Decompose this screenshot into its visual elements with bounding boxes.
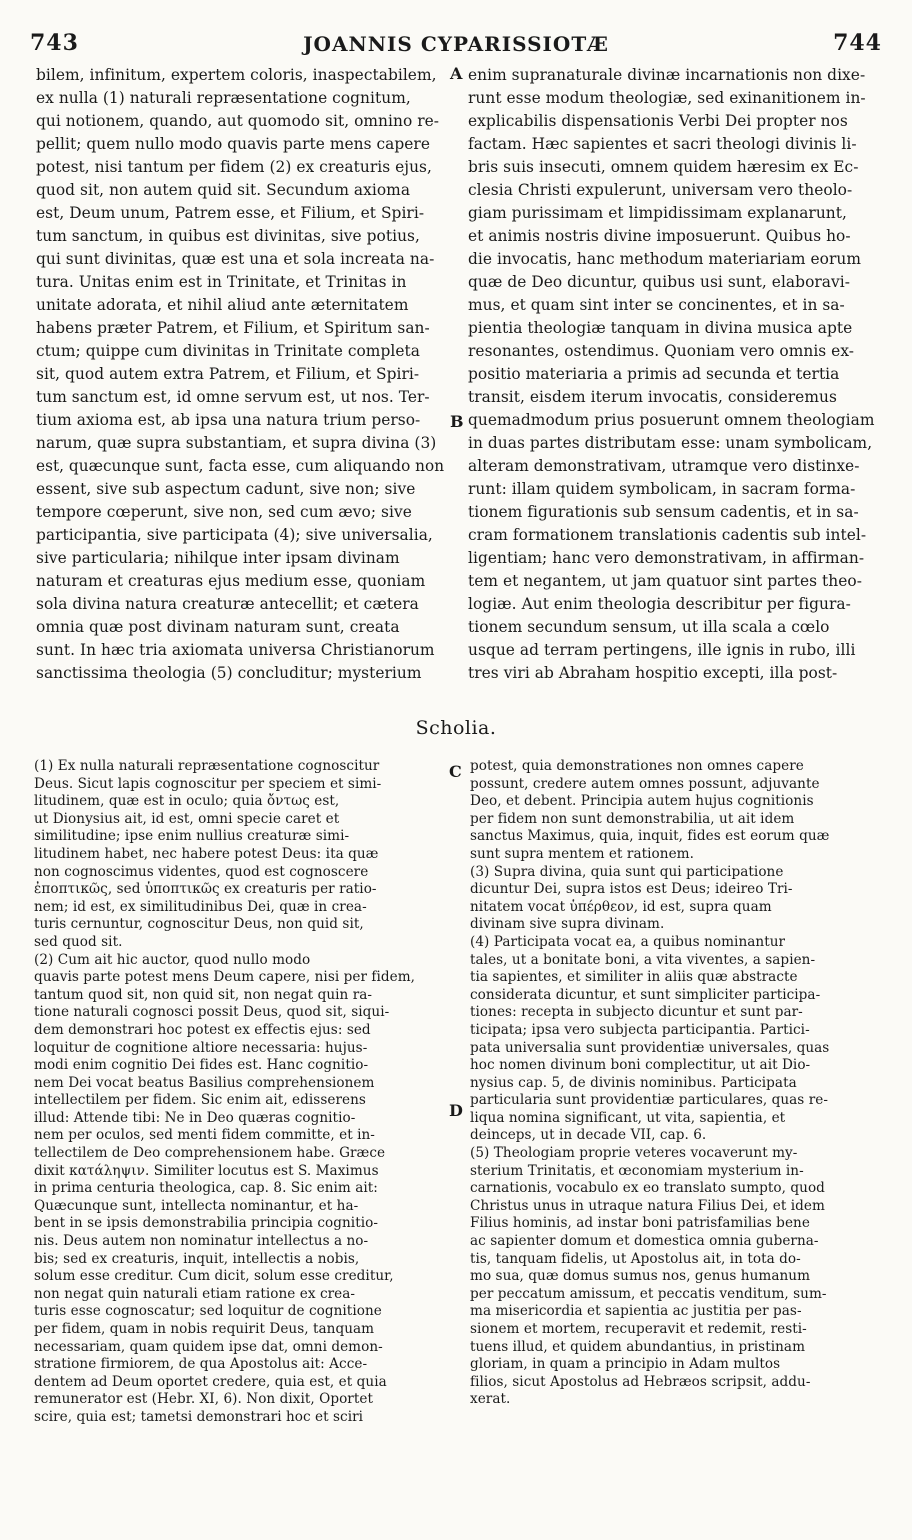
text-line: tales, ut a bonitate boni, a vita viventes, a sapien- (470, 951, 816, 968)
text-line: per fidem, quam in nobis requirit Deus, tanquam (34, 1321, 375, 1337)
text-line: sunt. In hæc tria axiomata universa Christianorum (36, 641, 435, 659)
text-line: essent, sive sub aspectum cadunt, sive non; sive (36, 480, 416, 498)
text-line: bris suis insecuti, omnem quidem hæresim ex Ec- (468, 158, 859, 176)
scholia-heading: Scholia. (415, 717, 497, 739)
margin-letter-a: A (450, 64, 463, 83)
text-line: tum sanctum est, id omne servum est, ut nos. Ter- (36, 388, 430, 406)
text-line: non cognoscimus videntes, quod est cognoscere (34, 863, 369, 880)
text-line: Filius hominis, ad instar boni patrisfamilias bene (470, 1215, 810, 1232)
text-line: tura. Unitas enim est in Trinitate, et Trinitas in (36, 273, 407, 291)
margin-letter-d: D (449, 1101, 463, 1120)
text-line: participantia, sive participata (4); sive universalia, (36, 526, 433, 544)
text-line: unitate adorata, et nihil aliud ante æternitatem (36, 296, 409, 314)
text-line: ticipata; ipsa vero subjecta participantia. Partici- (470, 1021, 810, 1038)
text-line: clesia Christi expulerunt, universam vero theolo- (468, 181, 853, 199)
text-line: stratione firmiorem, de qua Apostolus ait: Acce- (34, 1356, 368, 1373)
text-line: pata universalia sunt providentiæ universales, quas (470, 1039, 830, 1056)
text-line: tres viri ab Abraham hospitio excepti, illa post- (468, 664, 838, 682)
text-line: tionem figurationis sub sensum cadentis, et in sa- (468, 503, 859, 521)
text-line: litudinem, quæ est in oculo; quia ὄντως est, (34, 793, 340, 810)
text-line: cram formationem translationis cadentis sub intel- (468, 526, 867, 544)
text-line: factam. Hæc sapientes et sacri theologi divinis li- (468, 135, 857, 153)
text-line: dixit κατάληψιν. Similiter locutus est S. Maximus (34, 1162, 379, 1179)
text-line: tem et negantem, ut jam quatuor sint partes theo- (468, 572, 862, 590)
text-line: tempore cœperunt, sive non, sed cum ævo; sive (36, 503, 412, 521)
text-line: enim supranaturale divinæ incarnationis non dixe- (468, 66, 866, 84)
text-line: tia sapientes, et similiter in aliis quæ abstracte (470, 969, 798, 986)
text-line: tellectilem de Deo comprehensionem habe. Græce (34, 1145, 386, 1162)
text-line: tionem secundum sensum, ut illa scala a cœlo (468, 618, 830, 636)
text-line: habens præter Patrem, et Filium, et Spiritum san- (36, 319, 430, 337)
text-line: nem; id est, ex similitudinibus Dei, quæ in crea- (34, 898, 367, 915)
text-line: quavis parte potest mens Deum capere, nisi per fidem, (34, 969, 416, 986)
running-title: JOANNIS CYPARISSIOTÆ (303, 32, 609, 56)
text-line: (2) Cum ait hic auctor, quod nullo modo (34, 951, 311, 968)
text-line: modi enim cognitio Dei fides est. Hanc cognitio- (34, 1057, 369, 1074)
text-line: quod sit, non autem quid sit. Secundum axioma (36, 181, 411, 199)
text-line: dicuntur Dei, supra istos est Deus; ideireo Tri- (470, 881, 793, 898)
text-line: logiæ. Aut enim theologia describitur per figura- (468, 595, 851, 613)
text-line: (1) Ex nulla naturali repræsentatione cognoscitur (34, 758, 380, 774)
scholia-right-column (470, 758, 874, 1409)
text-line: carnationis, vocabulo ex eo translato sumpto, quod (470, 1180, 825, 1197)
text-line: resonantes, ostendimus. Quoniam vero omnis ex- (468, 342, 855, 360)
margin-letter-c: C (449, 762, 462, 781)
text-line: runt esse modum theologiæ, sed exinanitionem in- (468, 89, 866, 107)
text-line: necessariam, quam quidem ipse dat, omni demon- (34, 1338, 383, 1355)
text-line: giam purissimam et limpidissimam explanarunt, (468, 204, 847, 222)
text-line: possunt, credere autem omnes possunt, adjuvante (470, 775, 820, 792)
text-line: narum, quæ supra substantiam, et supra divina (3) (36, 434, 437, 452)
text-line: in prima centuria theologica, cap. 8. Sic enim ait: (34, 1180, 378, 1197)
text-line: nis. Deus autem non nominatur intellectus a no- (34, 1233, 369, 1250)
text-line: Deo, et debent. Principia autem hujus cognitionis (470, 793, 814, 810)
text-line: tiones: recepta in subjecto dicuntur et sunt par- (470, 1004, 803, 1021)
text-line: filios, sicut Apostolus ad Hebræos scripsit, addu- (470, 1373, 811, 1390)
text-line: tis, tanquam fidelis, ut Apostolus ait, in tota do- (470, 1250, 801, 1267)
text-line: similitudine; ipse enim nullius creaturæ simi- (34, 828, 350, 845)
text-line: gloriam, in quam a principio in Adam multos (470, 1356, 781, 1373)
text-line: divinam sive supra divinam. (470, 916, 665, 933)
text-line: turis cernuntur, cognoscitur Deus, non quid sit, (34, 916, 364, 933)
text-line: ac sapienter domum et domestica omnia guberna- (470, 1233, 819, 1250)
text-line: loquitur de cognitione altiore necessaria: hujus- (34, 1039, 368, 1056)
text-line: sterium Trinitatis, et œconomiam mysterium in- (470, 1162, 804, 1179)
text-line: bilem, infinitum, expertem coloris, inaspectabilem, (36, 66, 437, 84)
text-line: xerat. (470, 1391, 511, 1408)
text-line: hoc nomen divinum boni complectitur, ut ait Dio- (470, 1057, 811, 1074)
text-line: tione naturali cognosci possit Deus, quod sit, siqui- (34, 1004, 390, 1021)
text-line: quæ de Deo dicuntur, quibus usi sunt, elaboravi- (468, 273, 850, 291)
page-number-right: 744 (833, 30, 882, 56)
text-line: sanctus Maximus, quia, inquit, fides est eorum quæ (470, 828, 830, 845)
text-line: dem demonstrari hoc potest ex effectis ejus: sed (34, 1021, 371, 1038)
text-line: potest, nisi tantum per fidem (2) ex creaturis ejus, (36, 158, 432, 176)
text-line: bent in se ipsis demonstrabilia principia cognitio- (34, 1215, 378, 1232)
text-line: per fidem non sunt demonstrabilia, ut ait idem (470, 810, 795, 827)
text-line: nem per oculos, sed menti fidem committe, et in- (34, 1127, 375, 1144)
text-line: sionem et mortem, recuperavit et redemit, resti- (470, 1321, 807, 1337)
text-line: pellit; quem nullo modo quavis parte mens capere (36, 135, 430, 153)
text-line: sed quod sit. (34, 933, 123, 950)
text-line: alteram demonstrativam, utramque vero distinxe- (468, 457, 860, 475)
main-text-left-column (36, 64, 444, 685)
text-line: scire, quia est; tametsi demonstrari hoc et sciri (34, 1408, 364, 1425)
text-line: naturam et creaturas ejus medium esse, quoniam (36, 572, 426, 590)
text-line: illud: Attende tibi: Ne in Deo quæras cognitio- (34, 1109, 356, 1126)
text-line: sanctissima theologia (5) concluditur; mysterium (36, 664, 422, 682)
text-line: non negat quin naturali etiam ratione ex crea- (34, 1285, 356, 1302)
text-line: mo sua, quæ domus sumus nos, genus humanum (470, 1268, 811, 1285)
text-line: tantum quod sit, non quid sit, non negat quin ra- (34, 986, 373, 1003)
text-line: sunt supra mentem et rationem. (470, 845, 694, 862)
text-line: (4) Participata vocat ea, a quibus nominantur (470, 933, 786, 950)
text-line: particularia sunt providentiæ particulares, quas re- (470, 1092, 828, 1109)
text-line: usque ad terram pertingens, ille ignis in rubo, illi (468, 641, 856, 659)
margin-letter-b: B (450, 412, 464, 431)
text-line: sive particularia; nihilque inter ipsam divinam (36, 549, 400, 567)
text-line: remunerator est (Hebr. XI, 6). Non dixit, Oportet (34, 1391, 373, 1408)
text-line: est, quæcunque sunt, facta esse, cum aliquando non (36, 457, 444, 475)
text-line: intellectilem per fidem. Sic enim ait, edisserens (34, 1092, 366, 1109)
text-line: ex nulla (1) naturali repræsentatione cognitum, (36, 89, 411, 107)
text-line: nem Dei vocat beatus Basilius comprehensionem (34, 1074, 375, 1091)
text-line: ἐποπτικῶς, sed ὑποπτικῶς ex creaturis per ratio- (34, 881, 377, 898)
text-line: nysius cap. 5, de divinis nominibus. Participata (470, 1074, 797, 1091)
text-line: quemadmodum prius posuerunt omnem theologiam (468, 411, 875, 429)
text-line: (3) Supra divina, quia sunt qui participatione (470, 863, 784, 880)
text-line: pientia theologiæ tanquam in divina musica apte (468, 319, 853, 337)
text-line: die invocatis, hanc methodum materiariam eorum (468, 250, 861, 268)
text-line: (5) Theologiam proprie veteres vocaverunt my- (470, 1145, 798, 1162)
text-line: dentem ad Deum oportet credere, quia est, et quia (34, 1373, 387, 1390)
page-header (30, 30, 882, 60)
text-line: potest, quia demonstrationes non omnes capere (470, 758, 804, 774)
text-line: considerata dicuntur, et sunt simpliciter participa- (470, 986, 821, 1003)
text-line: ut Dionysius ait, id est, omni specie caret et (34, 810, 340, 827)
text-line: qui notionem, quando, aut quomodo sit, omnino re- (36, 112, 440, 130)
text-line: turis esse cognoscatur; sed loquitur de cognitione (34, 1303, 382, 1320)
text-line: et animis nostris divine imposuerunt. Quibus ho- (468, 227, 851, 245)
text-line: ligentiam; hanc vero demonstrativam, in affirman- (468, 549, 865, 567)
page-number-left: 743 (30, 30, 79, 56)
text-line: tium axioma est, ab ipsa una natura trium perso- (36, 411, 421, 429)
main-text-right-column (468, 64, 878, 685)
text-line: liqua nomina significant, ut vita, sapientia, et (470, 1109, 786, 1126)
text-line: est, Deum unum, Patrem esse, et Filium, et Spiri- (36, 204, 425, 222)
text-line: mus, et quam sint inter se concinentes, et in sa- (468, 296, 845, 314)
text-line: sit, quod autem extra Patrem, et Filium, et Spiri- (36, 365, 420, 383)
text-line: Deus. Sicut lapis cognoscitur per speciem et simi- (34, 775, 382, 792)
text-line: bis; sed ex creaturis, inquit, intellectis a nobis, (34, 1250, 360, 1267)
text-line: nitatem vocat ὑπέρθεον, id est, supra quam (470, 898, 772, 915)
text-line: Christus unus in utraque natura Filius Dei, et idem (470, 1197, 825, 1214)
text-line: explicabilis dispensationis Verbi Dei propter nos (468, 112, 848, 130)
text-line: deinceps, ut in decade VII, cap. 6. (470, 1127, 707, 1144)
text-line: transit, eisdem iterum invocatis, consideremus (468, 388, 837, 406)
text-line: sola divina natura creaturæ antecellit; et cætera (36, 595, 419, 613)
text-line: tum sanctum, in quibus est divinitas, sive potius, (36, 227, 420, 245)
text-line: solum esse creditur. Cum dicit, solum esse creditur, (34, 1268, 394, 1285)
text-line: omnia quæ post divinam naturam sunt, creata (36, 618, 400, 636)
text-line: Quæcunque sunt, intellecta nominantur, et ha- (34, 1197, 359, 1214)
text-line: litudinem habet, nec habere potest Deus: ita quæ (34, 845, 379, 862)
text-line: ma misericordia et sapientia ac justitia per pas- (470, 1303, 802, 1320)
text-line: in duas partes distributam esse: unam symbolicam, (468, 434, 873, 452)
text-line: tuens illud, et quidem abundantius, in pristinam (470, 1338, 806, 1355)
text-line: per peccatum amissum, et peccatis venditum, sum- (470, 1285, 827, 1302)
text-line: positio materiaria a primis ad secunda et tertia (468, 365, 840, 383)
scholia-left-column (34, 758, 446, 1427)
text-line: ctum; quippe cum divinitas in Trinitate completa (36, 342, 420, 360)
text-line: runt: illam quidem symbolicam, in sacram forma- (468, 480, 856, 498)
text-line: qui sunt divinitas, quæ est una et sola increata na- (36, 250, 435, 268)
